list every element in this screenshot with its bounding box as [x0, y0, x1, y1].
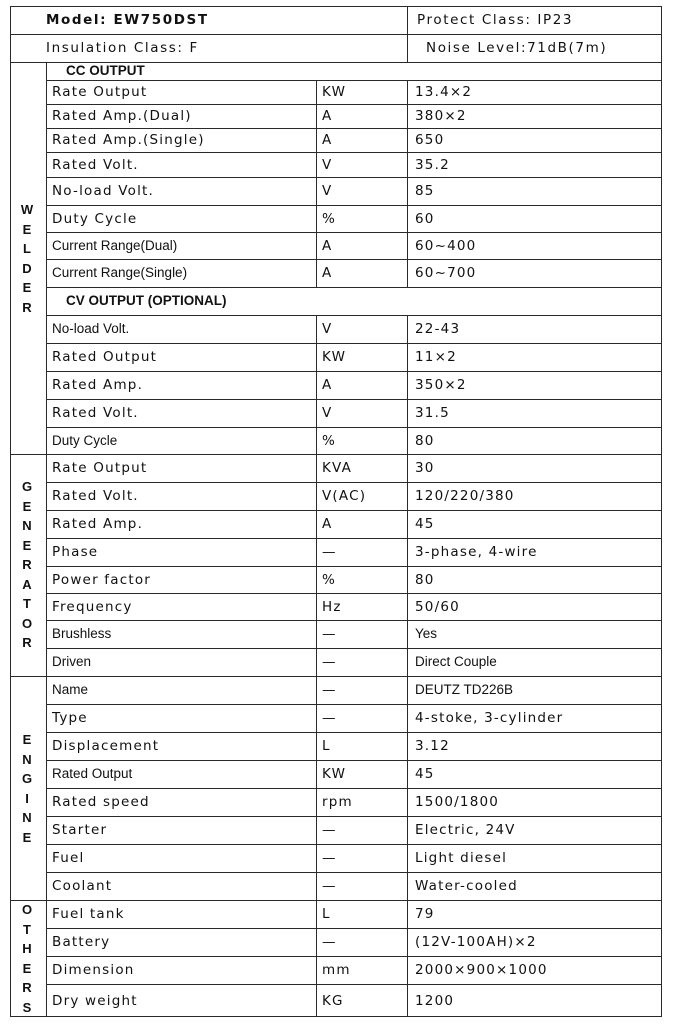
spec-parameter: Rate Output: [52, 460, 148, 476]
spec-value: 11×2: [415, 349, 457, 365]
spec-unit: A: [322, 108, 333, 124]
row-divider: [46, 704, 662, 705]
section-label-others: O T H E R S: [21, 902, 33, 1015]
spec-value: 1500/1800: [415, 794, 500, 810]
unit-column-divider: [316, 760, 317, 788]
unit-column-divider: [316, 538, 317, 566]
insulation-class-label: Insulation Class: F: [46, 40, 199, 56]
spec-unit: A: [322, 265, 333, 281]
spec-parameter: Type: [52, 710, 88, 726]
spec-unit: —: [322, 934, 337, 950]
unit-column-divider: [316, 205, 317, 232]
spec-unit: V: [322, 321, 333, 337]
spec-value: 650: [415, 132, 445, 148]
value-column-divider: [407, 593, 408, 620]
spec-unit: Hz: [322, 599, 342, 615]
row-divider: [46, 152, 662, 153]
spec-unit: rpm: [322, 794, 353, 810]
value-column-divider: [407, 620, 408, 648]
value-column-divider: [407, 427, 408, 454]
unit-column-divider: [316, 259, 317, 287]
spec-value: 13.4×2: [415, 84, 473, 100]
spec-value: 45: [415, 516, 435, 532]
section-divider: [10, 900, 662, 901]
row-divider: [46, 956, 662, 957]
row-divider: [46, 732, 662, 733]
spec-unit: V: [322, 157, 333, 173]
spec-value: 80: [415, 433, 435, 449]
value-column-divider: [407, 454, 408, 482]
spec-unit: —: [322, 710, 337, 726]
row-divider: [46, 232, 662, 233]
spec-parameter: Current Range(Single): [52, 265, 188, 280]
protect-class-label: Protect Class: IP23: [417, 12, 574, 28]
spec-parameter: Driven: [52, 654, 92, 669]
noise-level-label: Noise Level:71dB(7m): [426, 40, 608, 56]
row-divider: [46, 128, 662, 129]
unit-column-divider: [316, 104, 317, 128]
value-column-divider: [407, 510, 408, 538]
spec-value: 350×2: [415, 377, 467, 393]
unit-column-divider: [316, 956, 317, 984]
value-column-divider: [407, 104, 408, 128]
spec-value: 79: [415, 906, 435, 922]
value-column-divider: [407, 872, 408, 900]
section-divider: [10, 454, 662, 455]
spec-unit: %: [322, 433, 337, 449]
spec-value: 120/220/380: [415, 488, 515, 504]
row-divider: [46, 315, 662, 316]
spec-unit: A: [322, 516, 333, 532]
value-column-divider: [407, 80, 408, 104]
spec-value: 50/60: [415, 599, 460, 615]
value-column-divider: [407, 900, 408, 928]
spec-unit: V: [322, 183, 333, 199]
unit-column-divider: [316, 371, 317, 399]
spec-value: (12V-100AH)×2: [415, 934, 537, 950]
unit-column-divider: [316, 984, 317, 1017]
spec-parameter: Rated Volt.: [52, 405, 139, 421]
spec-value: 60~700: [415, 265, 477, 281]
spec-value: 45: [415, 766, 435, 782]
unit-column-divider: [316, 80, 317, 104]
unit-column-divider: [316, 232, 317, 259]
value-column-divider: [407, 566, 408, 593]
value-column-divider: [407, 956, 408, 984]
value-column-divider: [407, 232, 408, 259]
spec-value: 3.12: [415, 738, 450, 754]
spec-parameter: Name: [52, 682, 89, 697]
row-divider: [46, 510, 662, 511]
spec-unit: L: [322, 738, 331, 754]
unit-column-divider: [316, 704, 317, 732]
spec-value: 35.2: [415, 157, 450, 173]
spec-unit: A: [322, 132, 333, 148]
spec-sheet: [10, 6, 662, 1017]
spec-parameter: Rate Output: [52, 84, 148, 100]
unit-column-divider: [316, 648, 317, 676]
spec-value: 380×2: [415, 108, 467, 124]
value-column-divider: [407, 371, 408, 399]
value-column-divider: [407, 732, 408, 760]
unit-column-divider: [316, 872, 317, 900]
value-column-divider: [407, 259, 408, 287]
right-border: [661, 6, 662, 1017]
unit-column-divider: [316, 454, 317, 482]
spec-parameter: Rated Output: [52, 349, 158, 365]
value-column-divider: [407, 760, 408, 788]
unit-column-divider: [316, 620, 317, 648]
unit-column-divider: [316, 399, 317, 427]
row-divider: [46, 788, 662, 789]
spec-parameter: Rated Amp.(Dual): [52, 108, 192, 124]
value-column-divider: [407, 152, 408, 177]
spec-unit: %: [322, 211, 337, 227]
spec-value: Light diesel: [415, 850, 508, 866]
subheader-title: CV OUTPUT (OPTIONAL): [66, 293, 227, 308]
spec-value: 85: [415, 183, 435, 199]
value-column-divider: [407, 844, 408, 872]
spec-value: 1200: [415, 993, 455, 1009]
spec-value: 2000×900×1000: [415, 962, 548, 978]
value-column-divider: [407, 538, 408, 566]
unit-column-divider: [316, 593, 317, 620]
row-divider: [46, 80, 662, 81]
spec-value: Yes: [415, 626, 438, 641]
row-divider: [46, 259, 662, 260]
row-divider: [46, 648, 662, 649]
spec-unit: A: [322, 377, 333, 393]
row-divider: [46, 620, 662, 621]
spec-parameter: Rated speed: [52, 794, 150, 810]
row-divider: [46, 566, 662, 567]
spec-unit: —: [322, 822, 337, 838]
spec-unit: —: [322, 654, 337, 670]
spec-parameter: Fuel: [52, 850, 85, 866]
row-divider: [46, 205, 662, 206]
unit-column-divider: [316, 816, 317, 844]
value-column-divider: [407, 704, 408, 732]
spec-parameter: Fuel tank: [52, 906, 125, 922]
spec-unit: KG: [322, 993, 344, 1009]
bottom-border: [10, 1016, 662, 1017]
spec-value: Electric, 24V: [415, 822, 516, 838]
row-divider: [46, 844, 662, 845]
spec-unit: —: [322, 544, 337, 560]
spec-parameter: Brushless: [52, 626, 112, 641]
spec-value: 3-phase, 4-wire: [415, 544, 538, 560]
subheader-title: CC OUTPUT: [66, 63, 145, 78]
spec-parameter: Dimension: [52, 962, 135, 978]
row-divider: [46, 482, 662, 483]
spec-value: 22-43: [415, 321, 461, 337]
unit-column-divider: [316, 482, 317, 510]
row-divider: [46, 984, 662, 985]
spec-value: DEUTZ TD226B: [415, 682, 514, 697]
value-column-divider: [407, 648, 408, 676]
spec-unit: V: [322, 405, 333, 421]
section-label-generator: G E N E R A T O R: [21, 479, 33, 650]
spec-unit: L: [322, 906, 331, 922]
unit-column-divider: [316, 788, 317, 816]
value-column-divider: [407, 399, 408, 427]
value-column-divider: [407, 482, 408, 510]
unit-column-divider: [316, 152, 317, 177]
row-divider: [46, 177, 662, 178]
unit-column-divider: [316, 844, 317, 872]
spec-parameter: Starter: [52, 822, 108, 838]
section-label-engine: E N G I N E: [21, 732, 33, 845]
unit-column-divider: [316, 900, 317, 928]
value-column-divider: [407, 177, 408, 205]
row-divider: [46, 872, 662, 873]
spec-parameter: Rated Amp.(Single): [52, 132, 205, 148]
spec-parameter: No-load Volt.: [52, 321, 130, 336]
top-border: [10, 6, 662, 7]
unit-column-divider: [316, 676, 317, 704]
row-divider: [46, 816, 662, 817]
spec-parameter: Displacement: [52, 738, 160, 754]
unit-column-divider: [316, 427, 317, 454]
spec-parameter: Power factor: [52, 572, 152, 588]
spec-parameter: Duty Cycle: [52, 211, 138, 227]
value-column-divider: [407, 343, 408, 371]
spec-parameter: Rated Amp.: [52, 516, 144, 532]
spec-unit: A: [322, 238, 333, 254]
row-divider: [46, 538, 662, 539]
row-divider: [46, 427, 662, 428]
spec-parameter: Rated Volt.: [52, 157, 139, 173]
row-divider: [46, 371, 662, 372]
value-column-divider: [407, 816, 408, 844]
spec-value: 30: [415, 460, 435, 476]
spec-unit: —: [322, 850, 337, 866]
spec-parameter: Dry weight: [52, 993, 138, 1009]
spec-value: 31.5: [415, 405, 450, 421]
value-column-divider: [407, 984, 408, 1017]
unit-column-divider: [316, 177, 317, 205]
row-divider: [46, 287, 662, 288]
spec-parameter: Battery: [52, 934, 111, 950]
row-divider: [46, 399, 662, 400]
spec-parameter: Current Range(Dual): [52, 238, 178, 253]
section-label-welder: W E L D E R: [20, 202, 34, 315]
spec-parameter: Frequency: [52, 599, 133, 615]
value-column-divider: [407, 928, 408, 956]
model-label: Model: EW750DST: [46, 12, 209, 28]
spec-unit: KW: [322, 84, 347, 100]
unit-column-divider: [316, 315, 317, 343]
value-column-divider: [407, 205, 408, 232]
header-divider: [10, 34, 662, 35]
spec-parameter: Rated Amp.: [52, 377, 144, 393]
spec-parameter: Duty Cycle: [52, 433, 118, 448]
unit-column-divider: [316, 732, 317, 760]
unit-column-divider: [316, 928, 317, 956]
unit-column-divider: [316, 510, 317, 538]
header-column-divider: [407, 6, 408, 62]
row-divider: [46, 104, 662, 105]
spec-value: 60: [415, 211, 435, 227]
unit-column-divider: [316, 566, 317, 593]
spec-unit: KVA: [322, 460, 353, 476]
spec-unit: mm: [322, 962, 351, 978]
spec-unit: —: [322, 626, 337, 642]
spec-value: Water-cooled: [415, 878, 518, 894]
spec-parameter: Phase: [52, 544, 99, 560]
spec-value: 4-stoke, 3-cylinder: [415, 710, 564, 726]
spec-parameter: Rated Volt.: [52, 488, 139, 504]
row-divider: [46, 928, 662, 929]
spec-parameter: Rated Output: [52, 766, 133, 781]
spec-parameter: Coolant: [52, 878, 113, 894]
row-divider: [46, 343, 662, 344]
spec-value: 60~400: [415, 238, 477, 254]
value-column-divider: [407, 676, 408, 704]
value-column-divider: [407, 788, 408, 816]
unit-column-divider: [316, 343, 317, 371]
row-divider: [46, 593, 662, 594]
spec-value: Direct Couple: [415, 654, 497, 669]
spec-unit: %: [322, 572, 337, 588]
spec-unit: KW: [322, 349, 347, 365]
spec-unit: —: [322, 878, 337, 894]
section-divider: [10, 676, 662, 677]
spec-unit: —: [322, 682, 337, 698]
spec-unit: KW: [322, 766, 347, 782]
value-column-divider: [407, 128, 408, 152]
unit-column-divider: [316, 128, 317, 152]
value-column-divider: [407, 315, 408, 343]
spec-unit: V(AC): [322, 488, 367, 504]
spec-value: 80: [415, 572, 435, 588]
row-divider: [46, 760, 662, 761]
spec-parameter: No-load Volt.: [52, 183, 155, 199]
